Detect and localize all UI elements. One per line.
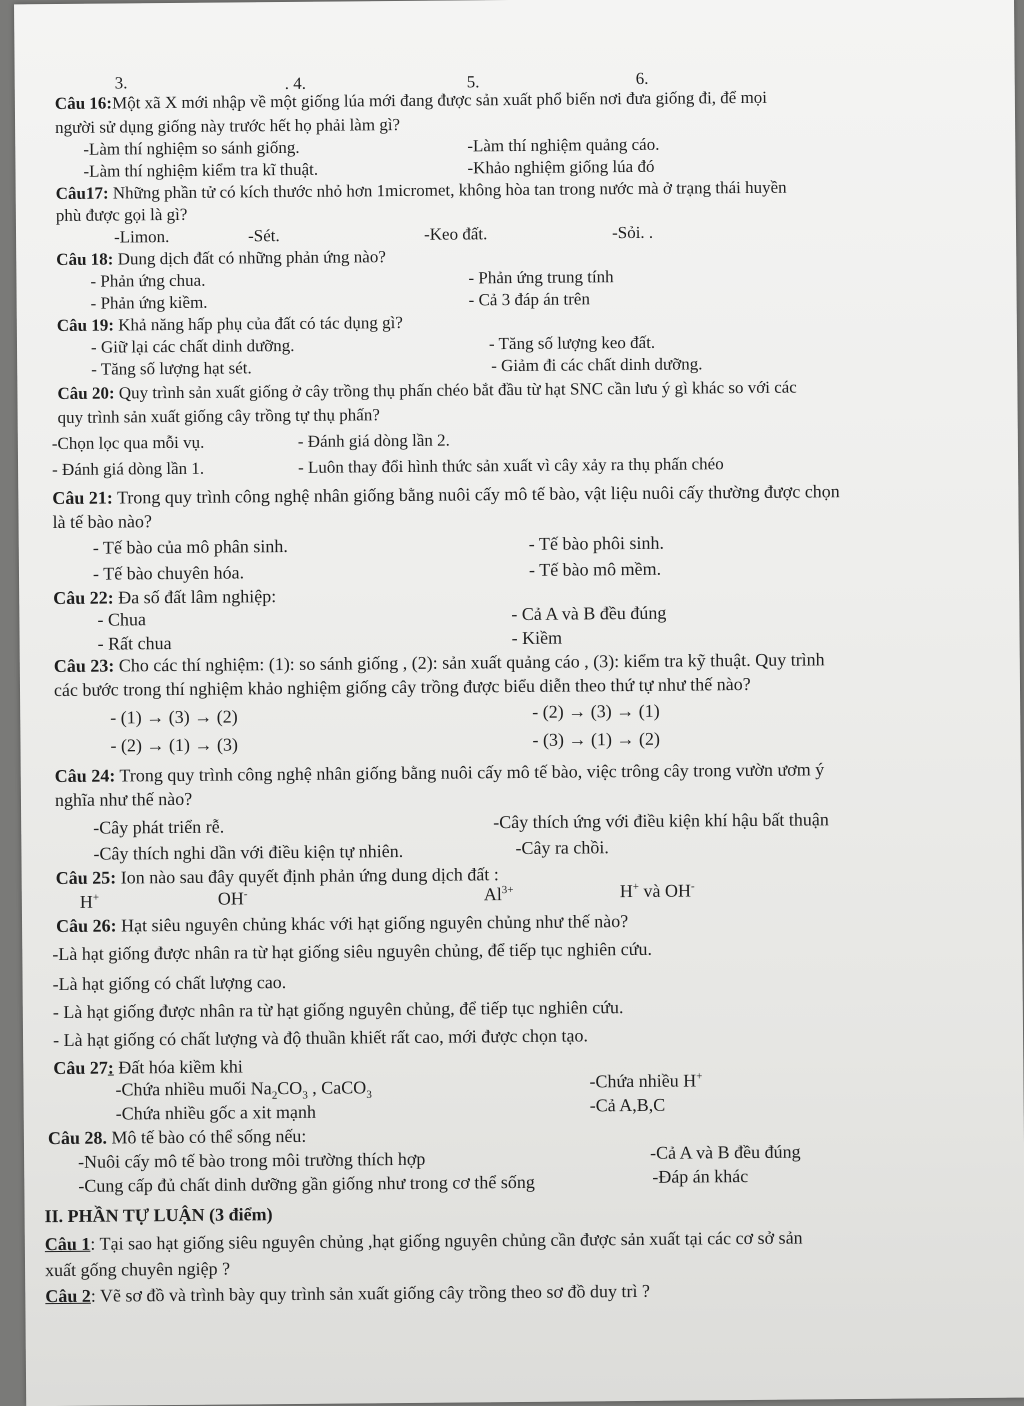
question-27: Câu 27: Đất hóa kiềm khi [53,1056,243,1079]
option: -Khảo nghiệm giống lúa đó [467,156,655,178]
question-label: Câu 26: [55,915,117,937]
option: -Làm thí nghiệm so sánh giống. [83,137,300,159]
option-al-3plus: $Al^{3+}$ [483,884,514,905]
question-label: Câu 20: [57,383,115,403]
question-22 [53,586,276,608]
page-number: 6. [635,68,649,88]
question-label: Câu 18: [56,249,114,270]
question-text: Ion nào sau đây quyết định phản ứng dung dịch đất : [116,864,499,888]
option: - Tế bào chuyên hóa. [92,562,245,584]
section-heading: II. PHẦN TỰ LUẬN (3 điểm) [44,1204,273,1227]
question-text: Cho các thí nghiệm: (1): so sánh giống , (2): sản xuất quảng cáo , (3): kiểm tra kỹ thuật. Quy trình [114,649,825,676]
option: -Cung cấp đủ chất dinh dưỡng gần giống như trong cơ thể sống [78,1171,535,1196]
option: -Cây phát triển rễ. [93,816,225,838]
option: -Keo đất. [423,224,488,244]
question-text: Hạt siêu nguyên chủng khác với hạt giống nguyên chủng như thế nào? [116,911,629,936]
question-23 [54,649,825,676]
option: -Cả A và B đều đúng [649,1141,801,1163]
option: - Tế bào phôi sinh. [528,532,664,554]
option: - Tế bào của mô phân sinh. [92,535,288,558]
page-number: 5. [466,72,480,92]
question-26 [56,911,628,936]
essay-question-1: Câu 1: Tại sao hạt giống siêu nguyên chủng ,hạt giống nguyên chủng cần được sản xuất tại các cơ sở sản [44,1227,803,1255]
question-label: Câu 23: [53,655,115,677]
question-label: Câu 25: [55,867,117,889]
question-18 [56,247,386,270]
question-text: nghĩa như thế nào? [54,788,193,811]
option: -Nuôi cấy mô tế bào trong môi trường thích hợp [78,1148,426,1172]
option: - Luôn thay đổi hình thức sản xuất vì cây xảy ra thụ phấn chéo [297,454,724,477]
question-24 [55,759,825,786]
question-label: Câu 19: [56,315,115,336]
question-text: Đất hóa kiềm khi [113,1056,243,1078]
question-label: Câu 28. [47,1127,108,1149]
option: -Limon. [113,227,170,247]
option: - Rất chua [97,633,172,654]
option: - Tăng số lượng keo đất. [488,332,656,354]
option: - Giữ lại các chất dinh dưỡng. [90,335,295,357]
question-text: là tế bào nào? [52,511,153,533]
question-16 [55,88,767,114]
option: - Giảm đi các chất dinh dưỡng. [491,354,703,376]
option: -Cây thích ứng với điều kiện khí hậu bất thuận [493,809,829,833]
option: -Cả A,B,C [589,1094,666,1116]
question-text: Trong quy trình công nghệ nhân giống bằng nuôi cấy mô tế bào, việc trông cây trong vườn ươm ý [115,759,825,786]
option-h-plus: H+ [79,891,100,912]
question-text: phù được gọi là gì? [55,204,188,226]
page-number: 3. [114,73,128,93]
option: -Cây ra chồi. [515,837,609,859]
option: -Làm thí nghiệm kiểm tra kĩ thuật. [83,159,319,181]
option: - Đánh giá dòng lần 1. [51,458,205,480]
option-h-and-oh: H+ và OH- [619,880,695,902]
question-19 [57,313,403,336]
option: - Cả 3 đáp án trên [468,289,591,310]
question-label: Câu 22: [53,587,114,609]
option: - Cả A và B đều đúng [511,602,667,625]
essay-question-1-cont: xuất gống chuyên ngiệp ? [44,1258,231,1281]
question-text: Một xã X mới nhập về một giống lúa mới đang được sản xuất phổ biến nơi đưa giống đi, để mọi [111,87,768,113]
question-label: Câu 16: [54,93,113,114]
option: - Phản ứng trung tính [468,267,614,288]
option: - Là hạt giống được nhân ra từ hạt giống nguyên chủng, để tiếp tục nghiên cứu. [52,997,624,1023]
question-text: các bước trong thí nghiệm khảo nghiệm giống cây trồng được biểu diễn theo thứ tự như thế nào? [53,673,751,701]
option-h-plus: -Chứa nhiều H+ [589,1070,703,1092]
option: - Chua [97,609,146,630]
option: - (2) → (1) → (3) [110,734,239,756]
option: -Cây thích nghi dần với điều kiện tự nhiên. [93,841,404,864]
option: -Làm thí nghiệm quảng cáo. [467,134,660,156]
question-21 [52,481,840,508]
question-25 [56,864,499,888]
option: -Chứa nhiều gốc a xit mạnh [115,1101,317,1124]
question-text: quy trình sản xuất giống cây trồng tự thụ phấn? [57,405,380,427]
option: - Phản ứng chua. [90,270,206,291]
option: - Là hạt giống có chất lượng và độ thuần khiết rất cao, mới được chọn tạo. [52,1025,589,1051]
option: -Chọn lọc qua mỗi vụ. [51,432,205,454]
question-text: Khả năng hấp phụ của đất có tác dụng gì? [113,312,403,335]
essay-question-2: Câu 2: Vẽ sơ đồ và trình bày quy trình sản xuất giống cây trồng theo sơ đồ duy trì ? [45,1280,650,1307]
option: - (2) → (3) → (1) [532,700,660,722]
option: -Sét. [247,226,280,246]
option: -Là hạt giống có chất lượng cao. [52,972,287,995]
question-label: Câu17: [55,183,109,204]
question-28 [48,1126,307,1148]
question-text: Mô tế bào có thể sống nếu: [106,1125,307,1148]
option: - Tế bào mô mềm. [528,558,662,580]
question-text: Dung dịch đất có những phản ứng nào? [113,247,386,269]
question-label: Câu 24: [54,765,116,787]
question-text: Trong quy trình công nghệ nhân giống bằng nuôi cấy mô tế bào, vật liệu nuôi cấy thường được chọn [112,481,840,508]
option: - Đánh giá dòng lần 2. [297,430,450,451]
page-number: . 4. [284,73,307,94]
question-label: Câu 27 [53,1057,108,1079]
option: - Tăng số lượng hạt sét. [91,358,252,379]
exam-page [14,0,1024,1406]
option: -Đáp án khác [652,1166,749,1187]
question-text: Quy trình sản xuất giống ở cây trồng thụ phấn chéo bắt đầu từ hạt SNC cần lưu ý gì khác so với các [114,377,797,403]
question-text: Đa số đất lâm nghiệp: [113,586,277,608]
option: - Kiềm [511,627,563,649]
question-17 [56,178,787,204]
option-oh-minus: OH- [217,888,248,909]
option-muoi: -Chứa nhiều muối $Na_2CO_3$ , CaCO$_3$ [115,1077,372,1102]
option: - (1) → (3) → (2) [110,706,238,728]
question-text: người sử dụng giống này trước hết họ phải làm gì? [55,114,401,138]
question-20 [57,378,797,404]
option: -Sỏi. . [611,222,654,243]
question-text: Những phần tử có kích thước nhỏ hơn 1micromet, không hòa tan trong nước mà ở trạng thái huyền [108,177,787,203]
option: -Là hạt giống được nhân ra từ hạt giống siêu nguyên chủng, để tiếp tục nghiên cứu. [52,938,653,965]
option: - (3) → (1) → (2) [532,728,661,750]
option: - Phản ứng kiềm. [90,292,208,313]
question-label: Câu 21: [52,487,113,509]
